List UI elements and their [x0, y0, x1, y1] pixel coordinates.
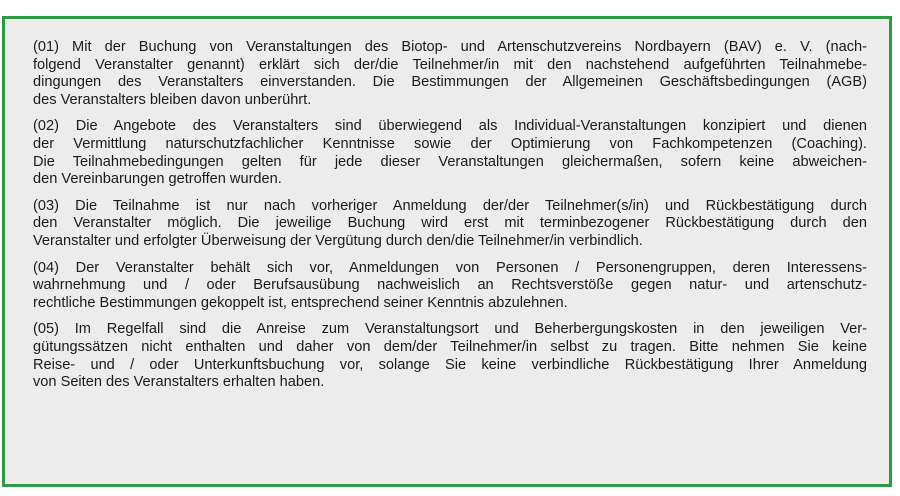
text-line: Veranstalter und erfolgter Überweisung der Vergütung durch den/die Teilnehmer/in verbindlich. [33, 232, 643, 249]
terms-box [2, 16, 892, 487]
text-line: Die Teilnahmebedingungen gelten für jede dieser Veranstaltungen gleichermaßen, sofern keine abweichen- [33, 153, 867, 170]
text-line: folgend Veranstalter genannt) erklärt sich der/die Teilnehmer/in mit den nachstehend aufgeführten Teilnahmebe- [33, 56, 867, 73]
paragraph-04 [33, 260, 867, 313]
text-line: (01) Mit der Buchung von Veranstaltungen des Biotop- und Artenschutzvereins Nordbayern (BAV) e. V. (nach- [33, 39, 867, 55]
text-line: Reise- und / oder Unterkunftsbuchung vor, solange Sie keine verbindliche Rückbestätigung Ihrer Anmeldung [33, 356, 867, 373]
paragraph-01 [33, 39, 867, 109]
text-line: wahrnehmung und / oder Berufsausübung nachweislich an Rechtsverstöße gegen natur- und artenschutz- [33, 277, 867, 294]
text-line: (02) Die Angebote des Veranstalters sind überwiegend als Individual-Veranstaltungen konzipiert und dienen [33, 118, 867, 135]
text-line: von Seiten des Veranstalters erhalten haben. [33, 374, 325, 391]
text-line: dingungen des Veranstalters einverstanden. Die Bestimmungen der Allgemeinen Geschäftsbedingungen (AGB) [33, 74, 867, 91]
text-line: des Veranstalters bleiben davon unberührt. [33, 91, 312, 108]
text-line: den Vereinbarungen getroffen wurden. [33, 171, 282, 188]
text-line: (05) Im Regelfall sind die Anreise zum Veranstaltungsort und Beherbergungskosten in den jeweiligen Ver- [33, 321, 867, 338]
text-line: der Vermittlung naturschutzfachlicher Kenntnisse sowie der Optimierung von Fachkompetenzen (Coaching). [33, 135, 867, 152]
paragraph-02 [33, 118, 867, 188]
terms-text [33, 39, 867, 401]
paragraph-03 [33, 198, 867, 251]
text-line: den Veranstalter möglich. Die jeweilige Buchung wird erst mit terminbezogener Rückbestätigung durch den [33, 215, 867, 232]
text-line: (03) Die Teilnahme ist nur nach vorheriger Anmeldung der/der Teilnehmer(s/in) und Rückbestätigung durch [33, 197, 867, 214]
text-line: gütungssätzen nicht enthalten und daher von dem/der Teilnehmer/in selbst zu tragen. Bitte nehmen Sie keine [33, 338, 867, 355]
text-line: rechtliche Bestimmungen gekoppelt ist, entsprechend seiner Kenntnis abzulehnen. [33, 294, 568, 311]
text-line: (04) Der Veranstalter behält sich vor, Anmeldungen von Personen / Personengruppen, deren Interessens- [33, 259, 867, 276]
paragraph-05 [33, 321, 867, 391]
